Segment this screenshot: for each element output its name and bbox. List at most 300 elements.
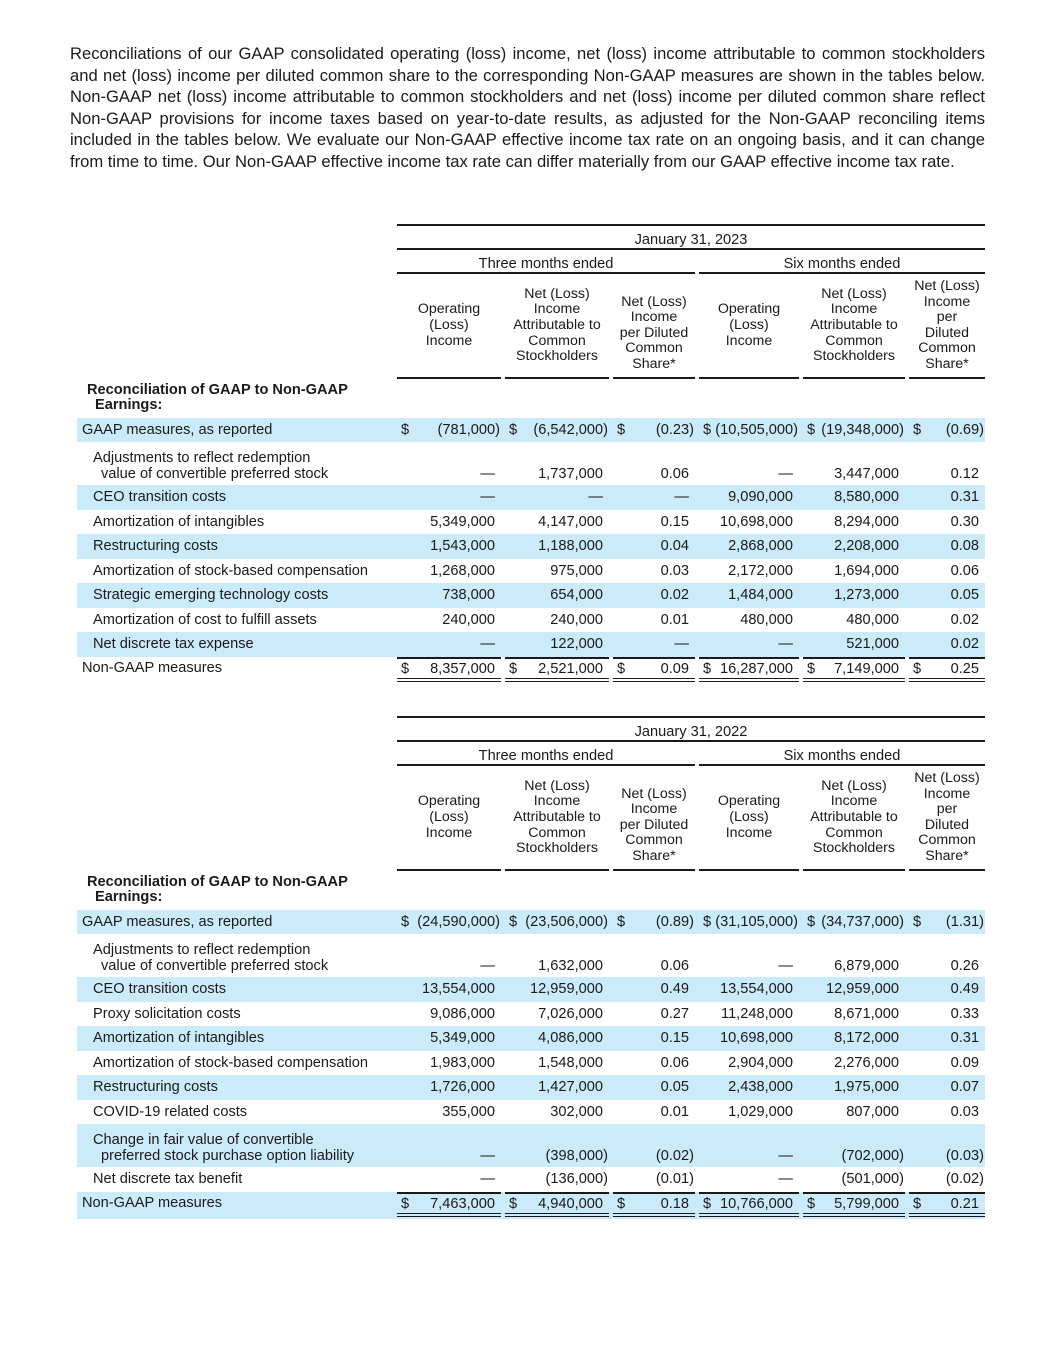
value-cell (909, 608, 985, 633)
value: 0.05 (950, 587, 979, 604)
value: 0.03 (950, 1103, 979, 1120)
value-cell (699, 1167, 799, 1192)
value-cell (505, 583, 609, 608)
value: 0.01 (660, 1103, 689, 1120)
value: 3,447,000 (834, 466, 899, 483)
value-cell (613, 559, 695, 584)
value: 0.02 (950, 611, 979, 628)
column-header: Net (Loss) Income Attributable to Common Stockholders (505, 274, 609, 379)
value: (0.89) (655, 913, 694, 930)
value-cell (909, 534, 985, 559)
value: 4,147,000 (538, 513, 603, 530)
value: 0.27 (660, 1005, 689, 1022)
currency-symbol: $ (401, 421, 410, 438)
value-cell (505, 442, 609, 485)
value: 1,632,000 (538, 958, 603, 975)
row-label: CEO transition costs (77, 485, 397, 510)
column-header: Net (Loss) Income per Diluted Common Share* (909, 766, 985, 871)
table-row (77, 1124, 985, 1167)
value: 6,879,000 (834, 958, 899, 975)
currency-symbol: $ (509, 421, 518, 438)
value: 738,000 (442, 587, 495, 604)
value-cell (613, 510, 695, 535)
value: — (778, 1148, 793, 1165)
value-cell (909, 485, 985, 510)
value-cell (397, 1051, 501, 1076)
currency-symbol: $ (617, 421, 626, 438)
row-label: GAAP measures, as reported (77, 910, 397, 935)
value-cell (397, 1124, 501, 1167)
value: 302,000 (550, 1103, 603, 1120)
table-date-header: January 31, 2022 (397, 716, 985, 742)
row-label: Proxy solicitation costs (93, 1005, 241, 1022)
period-three-months: Three months ended (397, 742, 695, 766)
gaap-row (77, 910, 985, 935)
value: 7,026,000 (538, 1005, 603, 1022)
value: 1,694,000 (834, 562, 899, 579)
value: 13,554,000 (719, 981, 793, 998)
value-cell (613, 910, 695, 935)
section-title: Reconciliation of GAAP to Non-GAAP Earnings: (87, 873, 348, 906)
value-cell (397, 1026, 501, 1051)
currency-symbol: $ (509, 660, 518, 677)
value: (0.01) (655, 1171, 694, 1188)
value: 5,799,000 (834, 1195, 899, 1212)
value-cell (803, 1051, 905, 1076)
value-cell (699, 910, 799, 935)
table-row (77, 1075, 985, 1100)
value-cell (909, 1100, 985, 1125)
row-label: Restructuring costs (77, 1075, 397, 1100)
value-cell (397, 934, 501, 977)
value: 5,349,000 (430, 513, 495, 530)
value: 2,868,000 (728, 538, 793, 555)
row-label: Non-GAAP measures (82, 659, 223, 676)
value-cell (505, 1100, 609, 1125)
value: 0.31 (950, 1030, 979, 1047)
value-cell (699, 534, 799, 559)
value-cell (909, 1167, 985, 1192)
period-three-months: Three months ended (397, 250, 695, 274)
value: — (480, 1148, 495, 1165)
total-row (77, 657, 985, 685)
value-cell (803, 632, 905, 657)
value: 9,086,000 (430, 1005, 495, 1022)
value-cell (613, 583, 695, 608)
value-cell (397, 632, 501, 657)
table-row (77, 510, 985, 535)
value-cell (505, 1167, 609, 1192)
currency-symbol: $ (913, 913, 922, 930)
value: 0.09 (660, 660, 689, 677)
value-cell (909, 910, 985, 935)
value: 1,427,000 (538, 1079, 603, 1096)
value-cell (505, 1002, 609, 1027)
value: 0.26 (950, 958, 979, 975)
value: 240,000 (550, 611, 603, 628)
reconciliation-table-2023 (77, 224, 985, 684)
value-cell (505, 910, 609, 935)
currency-symbol: $ (617, 913, 626, 930)
value-cell (397, 485, 501, 510)
value-cell (909, 583, 985, 608)
value: — (674, 489, 689, 506)
value-cell (397, 657, 501, 685)
row-label: Amortization of cost to fulfill assets (93, 611, 317, 628)
row-label: CEO transition costs (77, 977, 397, 1002)
value: — (480, 466, 495, 483)
value-cell (397, 1100, 501, 1125)
currency-symbol: $ (401, 913, 410, 930)
column-header: Operating (Loss) Income (397, 766, 501, 871)
row-label: Adjustments to reflect redemption value of convertible preferred stock (93, 450, 329, 482)
value-cell (803, 1002, 905, 1027)
value-cell (613, 657, 695, 685)
table-row (77, 1100, 985, 1125)
value-cell (909, 632, 985, 657)
value-cell (909, 1192, 985, 1220)
value-cell (803, 442, 905, 485)
value: 12,959,000 (825, 981, 899, 998)
value: 8,172,000 (834, 1030, 899, 1047)
currency-symbol: $ (703, 421, 712, 438)
currency-symbol: $ (703, 913, 712, 930)
value-cell (909, 559, 985, 584)
period-six-months: Six months ended (699, 742, 985, 766)
value-cell (803, 583, 905, 608)
gaap-row (77, 418, 985, 443)
value-cell (803, 657, 905, 685)
table-row (77, 632, 985, 657)
value: (31,105,000) (715, 913, 798, 930)
column-header: Net (Loss) Income Attributable to Common Stockholders (803, 766, 905, 871)
table-row (77, 442, 985, 485)
column-header: Operating (Loss) Income (699, 274, 799, 379)
value-cell (505, 559, 609, 584)
value-cell (909, 1026, 985, 1051)
row-label: Strategic emerging technology costs (77, 583, 397, 608)
currency-symbol: $ (807, 660, 816, 677)
value-cell (699, 1124, 799, 1167)
value-cell (397, 608, 501, 633)
value: 0.02 (950, 636, 979, 653)
row-label: Amortization of stock-based compensation (93, 562, 368, 579)
value-cell (613, 1026, 695, 1051)
value: 1,983,000 (430, 1054, 495, 1071)
value: 1,737,000 (538, 466, 603, 483)
table-row (77, 608, 985, 633)
value: (24,590,000) (417, 913, 500, 930)
value: (501,000) (841, 1171, 904, 1188)
row-label: Adjustments to reflect redemption value of convertible preferred stock (93, 942, 329, 974)
row-label: Amortization of stock-based compensation (93, 1054, 368, 1071)
value: 10,698,000 (719, 513, 793, 530)
value: 0.18 (660, 1195, 689, 1212)
value: 0.15 (660, 1030, 689, 1047)
value-cell (613, 1100, 695, 1125)
value: 1,029,000 (728, 1103, 793, 1120)
value-cell (803, 910, 905, 935)
value-cell (803, 510, 905, 535)
table-row (77, 559, 985, 584)
table-row (77, 1051, 985, 1076)
value: 0.30 (950, 513, 979, 530)
value-cell (397, 510, 501, 535)
value-cell (909, 510, 985, 535)
value-cell (699, 608, 799, 633)
value: 0.21 (950, 1195, 979, 1212)
value: 8,671,000 (834, 1005, 899, 1022)
value-cell (803, 608, 905, 633)
value-cell (505, 418, 609, 443)
value: (136,000) (545, 1171, 608, 1188)
value-cell (803, 1075, 905, 1100)
value: 1,975,000 (834, 1079, 899, 1096)
value: — (778, 636, 793, 653)
value-cell (613, 934, 695, 977)
value: 12,959,000 (529, 981, 603, 998)
value-cell (909, 1051, 985, 1076)
value: — (480, 636, 495, 653)
value: 11,248,000 (721, 1005, 793, 1022)
value: (781,000) (437, 421, 500, 438)
total-row (77, 1192, 985, 1220)
value-cell (803, 1124, 905, 1167)
value: (0.23) (655, 421, 694, 438)
value-cell (505, 510, 609, 535)
value: 0.02 (660, 587, 689, 604)
value-cell (397, 559, 501, 584)
value-cell (699, 1100, 799, 1125)
value-cell (803, 418, 905, 443)
value: — (778, 466, 793, 483)
value: (1.31) (945, 913, 984, 930)
value: (6,542,000) (533, 421, 608, 438)
value-cell (505, 934, 609, 977)
table-row (77, 1167, 985, 1192)
value-cell (397, 442, 501, 485)
currency-symbol: $ (807, 421, 816, 438)
value: 1,188,000 (538, 538, 603, 555)
value-cell (909, 1002, 985, 1027)
value-cell (613, 632, 695, 657)
value-cell (505, 485, 609, 510)
currency-symbol: $ (703, 660, 712, 677)
value: 0.06 (660, 1054, 689, 1071)
row-label: Net discrete tax benefit (93, 1171, 243, 1188)
value: 355,000 (442, 1103, 495, 1120)
value: — (480, 958, 495, 975)
value: 0.01 (660, 611, 689, 628)
period-six-months: Six months ended (699, 250, 985, 274)
column-header: Net (Loss) Income per Diluted Common Share* (909, 274, 985, 379)
value-cell (613, 1002, 695, 1027)
value: 1,543,000 (430, 538, 495, 555)
currency-symbol: $ (807, 1195, 816, 1212)
value-cell (909, 934, 985, 977)
value-cell (699, 559, 799, 584)
value: (23,506,000) (525, 913, 608, 930)
row-label: GAAP measures, as reported (77, 418, 397, 443)
table-row (77, 1002, 985, 1027)
value-cell (397, 1192, 501, 1220)
currency-symbol: $ (509, 1195, 518, 1212)
value: 8,580,000 (834, 489, 899, 506)
value: 2,172,000 (728, 562, 793, 579)
value-cell (613, 1051, 695, 1076)
currency-symbol: $ (401, 1195, 410, 1212)
value: 4,940,000 (538, 1195, 603, 1212)
value-cell (505, 1026, 609, 1051)
value: 0.08 (950, 538, 979, 555)
column-header: Net (Loss) Income Attributable to Common Stockholders (505, 766, 609, 871)
currency-symbol: $ (509, 913, 518, 930)
value: 0.04 (660, 538, 689, 555)
value: 8,357,000 (430, 660, 495, 677)
intro-paragraph: Reconciliations of our GAAP consolidated operating (loss) income, net (loss) income attributable to common stockholders and net (loss) income per diluted common share to the corresponding Non-GAAP measures are shown in the tables below. Non-GAAP net (loss) income attributable to common stockholders and net (loss) income per diluted common share reflect Non-GAAP provisions for income taxes based on year-to-date results, as adjusted for the Non-GAAP reconciling items included in the tables below. We evaluate our Non-GAAP effective income tax rate on an ongoing basis, and it can change from time to time. Our Non-GAAP effective income tax rate can differ materially from our GAAP effective income tax rate. (70, 44, 985, 171)
value-cell (613, 1192, 695, 1220)
currency-symbol: $ (913, 660, 922, 677)
value: 1,548,000 (538, 1054, 603, 1071)
value-cell (613, 977, 695, 1002)
row-label: Change in fair value of convertible preferred stock purchase option liability (77, 1124, 397, 1167)
value: 0.06 (660, 466, 689, 483)
value: 0.49 (660, 981, 689, 998)
currency-symbol: $ (807, 913, 816, 930)
value: — (778, 1171, 793, 1188)
value: 0.25 (950, 660, 979, 677)
value-cell (613, 442, 695, 485)
value: 0.12 (950, 466, 979, 483)
column-header: Net (Loss) Income per Diluted Common Share* (613, 274, 695, 379)
value: — (674, 636, 689, 653)
value-cell (699, 632, 799, 657)
value-cell (699, 1026, 799, 1051)
value: 480,000 (846, 611, 899, 628)
value-cell (613, 1167, 695, 1192)
currency-symbol: $ (913, 1195, 922, 1212)
value-cell (397, 910, 501, 935)
value: 5,349,000 (430, 1030, 495, 1047)
value-cell (803, 934, 905, 977)
value-cell (699, 1051, 799, 1076)
column-header: Net (Loss) Income per Diluted Common Share* (613, 766, 695, 871)
value: 480,000 (740, 611, 793, 628)
value: 0.15 (660, 513, 689, 530)
value-cell (699, 485, 799, 510)
value-cell (803, 1026, 905, 1051)
value: 0.05 (660, 1079, 689, 1096)
value: 13,554,000 (421, 981, 495, 998)
value: 7,149,000 (834, 660, 899, 677)
currency-symbol: $ (703, 1195, 712, 1212)
value-cell (803, 977, 905, 1002)
column-header: Net (Loss) Income Attributable to Common Stockholders (803, 274, 905, 379)
value: 0.06 (660, 958, 689, 975)
value-cell (803, 559, 905, 584)
value: — (480, 1171, 495, 1188)
column-header: Operating (Loss) Income (397, 274, 501, 379)
value-cell (699, 1192, 799, 1220)
row-label: COVID-19 related costs (93, 1103, 248, 1120)
value-cell (613, 485, 695, 510)
value-cell (909, 977, 985, 1002)
value: 0.49 (950, 981, 979, 998)
row-label: Non-GAAP measures (77, 1192, 397, 1220)
value: 4,086,000 (538, 1030, 603, 1047)
value-cell (699, 418, 799, 443)
value-cell (505, 608, 609, 633)
value: (398,000) (545, 1148, 608, 1165)
value-cell (909, 657, 985, 685)
row-label: Restructuring costs (77, 534, 397, 559)
value-cell (613, 1124, 695, 1167)
table-row (77, 934, 985, 977)
value-cell (613, 418, 695, 443)
value: 0.03 (660, 562, 689, 579)
value-cell (505, 657, 609, 685)
value-cell (505, 1075, 609, 1100)
value: 521,000 (846, 636, 899, 653)
value: 2,521,000 (538, 660, 603, 677)
value: 16,287,000 (719, 660, 793, 677)
value: — (480, 489, 495, 506)
value: 0.07 (950, 1079, 979, 1096)
value: 975,000 (550, 562, 603, 579)
row-label: Amortization of intangibles (93, 513, 265, 530)
value: 0.09 (950, 1054, 979, 1071)
value: 654,000 (550, 587, 603, 604)
value: 1,273,000 (834, 587, 899, 604)
value-cell (909, 442, 985, 485)
value: (0.02) (945, 1171, 984, 1188)
value-cell (803, 485, 905, 510)
value: 10,766,000 (719, 1195, 793, 1212)
value-cell (397, 418, 501, 443)
value: 122,000 (550, 636, 603, 653)
value: 8,294,000 (834, 513, 899, 530)
value-cell (699, 442, 799, 485)
value-cell (613, 1075, 695, 1100)
value-cell (505, 534, 609, 559)
value-cell (397, 583, 501, 608)
value: 2,208,000 (834, 538, 899, 555)
value-cell (505, 632, 609, 657)
value-cell (909, 418, 985, 443)
value-cell (397, 1075, 501, 1100)
value-cell (909, 1075, 985, 1100)
table-body (77, 910, 985, 1220)
table-row (77, 485, 985, 510)
currency-symbol: $ (401, 660, 410, 677)
value: 2,904,000 (728, 1054, 793, 1071)
value: 2,276,000 (834, 1054, 899, 1071)
value: 1,484,000 (728, 587, 793, 604)
section-title: Reconciliation of GAAP to Non-GAAP Earnings: (87, 381, 348, 414)
value: (0.69) (945, 421, 984, 438)
value: (702,000) (841, 1148, 904, 1165)
value: (0.02) (655, 1148, 694, 1165)
value-cell (505, 1051, 609, 1076)
value-cell (699, 1002, 799, 1027)
value: 807,000 (846, 1103, 899, 1120)
value-cell (699, 657, 799, 685)
value: 0.06 (950, 562, 979, 579)
value: 10,698,000 (719, 1030, 793, 1047)
value: (19,348,000) (821, 421, 904, 438)
value-cell (613, 608, 695, 633)
column-header: Operating (Loss) Income (699, 766, 799, 871)
